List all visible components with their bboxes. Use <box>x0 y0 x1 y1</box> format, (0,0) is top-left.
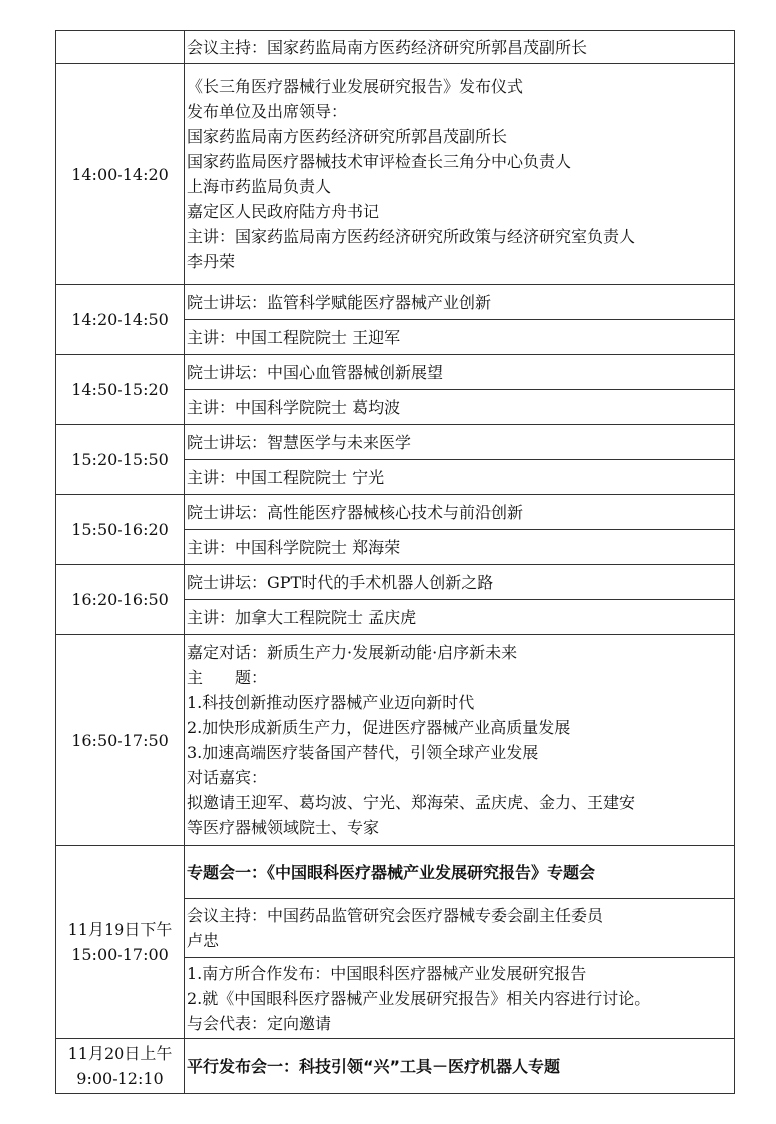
table-row <box>56 565 735 600</box>
speaker-cell: 主讲：加拿大工程院院士 孟庆虎 <box>185 600 735 635</box>
host-line: 会议主持：中国药品监管研究会医疗器械专委会副主任委员 <box>187 906 604 925</box>
launch-line: 嘉定区人民政府陆方舟书记 <box>187 202 380 221</box>
host-line: 卢忠 <box>187 931 220 950</box>
session-host-cell <box>185 899 735 958</box>
table-row <box>56 495 735 530</box>
speaker-cell: 主讲：中国工程院院士 王迎军 <box>185 320 735 355</box>
dialogue-line: 3.加速高端医疗装备国产替代，引领全球产业发展 <box>187 743 539 762</box>
launch-line: 国家药监局医疗器械技术审评检查长三角分中心负责人 <box>187 152 572 171</box>
host-text: 会议主持：国家药监局南方医药经济研究所郭昌茂副所长 <box>187 37 588 57</box>
dialogue-title: 嘉定对话：新质生产力·发展新动能·启序新未来 <box>187 643 518 662</box>
topic-cell: 院士讲坛：监管科学赋能医疗器械产业创新 <box>185 285 735 320</box>
session-item: 2.就《中国眼科医疗器械产业发展研究报告》相关内容进行讨论。 <box>187 988 651 1008</box>
table-row <box>56 64 735 285</box>
session-item: 与会代表：定向邀请 <box>187 1013 332 1033</box>
time-cell <box>56 31 185 64</box>
session-title: 专题会一：《中国眼科医疗器械产业发展研究报告》专题会 <box>185 846 735 899</box>
report-launch-cell <box>185 64 735 285</box>
session-time-cell <box>56 846 185 1039</box>
session-date: 11月19日下午 <box>67 920 173 939</box>
session-time: 15:00-17:00 <box>71 945 169 964</box>
agenda-table <box>55 30 735 1094</box>
speaker-cell: 主讲：中国工程院院士 宁光 <box>185 460 735 495</box>
topic-cell: 院士讲坛：中国心血管器械创新展望 <box>185 355 735 390</box>
topic-cell: 院士讲坛：高性能医疗器械核心技术与前沿创新 <box>185 495 735 530</box>
dialogue-line: 等医疗器械领域院士、专家 <box>187 818 380 837</box>
table-row <box>56 1039 735 1094</box>
session-time-cell <box>56 1039 185 1094</box>
speaker-cell: 主讲：中国科学院院士 郑海荣 <box>185 530 735 565</box>
topic-cell: 院士讲坛：智慧医学与未来医学 <box>185 425 735 460</box>
time-cell: 14:50-15:20 <box>56 355 185 425</box>
time-cell: 14:20-14:50 <box>56 285 185 355</box>
time-cell: 15:20-15:50 <box>56 425 185 495</box>
session-title: 平行发布会一：科技引领“兴”工具－医疗机器人专题 <box>185 1039 735 1094</box>
dialogue-cell <box>185 635 735 846</box>
table-row <box>56 846 735 899</box>
speaker-cell: 主讲：中国科学院院士 葛均波 <box>185 390 735 425</box>
host-cell <box>185 31 735 64</box>
time-cell: 16:20-16:50 <box>56 565 185 635</box>
dialogue-line: 2.加快形成新质生产力，促进医疗器械产业高质量发展 <box>187 718 571 737</box>
table-row <box>56 31 735 64</box>
launch-line: 李丹荣 <box>187 252 236 271</box>
dialogue-line: 主 题： <box>187 668 268 687</box>
launch-line: 国家药监局南方医药经济研究所郭昌茂副所长 <box>187 127 508 146</box>
time-cell: 15:50-16:20 <box>56 495 185 565</box>
session-date: 11月20日上午 <box>67 1044 173 1063</box>
launch-line: 发布单位及出席领导： <box>187 102 348 121</box>
table-row <box>56 285 735 320</box>
session-items-cell <box>185 958 735 1039</box>
table-row <box>56 355 735 390</box>
launch-line: 上海市药监局负责人 <box>187 177 332 196</box>
dialogue-line: 拟邀请王迎军、葛均波、宁光、郑海荣、孟庆虎、金力、王建安 <box>187 793 636 812</box>
table-row <box>56 425 735 460</box>
session-time: 9:00-12:10 <box>76 1069 164 1088</box>
launch-title: 《长三角医疗器械行业发展研究报告》发布仪式 <box>187 77 524 96</box>
launch-line: 主讲：国家药监局南方医药经济研究所政策与经济研究室负责人 <box>187 227 636 246</box>
time-cell: 14:00-14:20 <box>56 64 185 285</box>
topic-cell: 院士讲坛：GPT时代的手术机器人创新之路 <box>185 565 735 600</box>
dialogue-line: 对话嘉宾： <box>187 768 268 787</box>
session-item: 1.南方所合作发布：中国眼科医疗器械产业发展研究报告 <box>187 963 587 983</box>
time-cell: 16:50-17:50 <box>56 635 185 846</box>
table-row <box>56 635 735 846</box>
dialogue-line: 1.科技创新推动医疗器械产业迈向新时代 <box>187 693 475 712</box>
